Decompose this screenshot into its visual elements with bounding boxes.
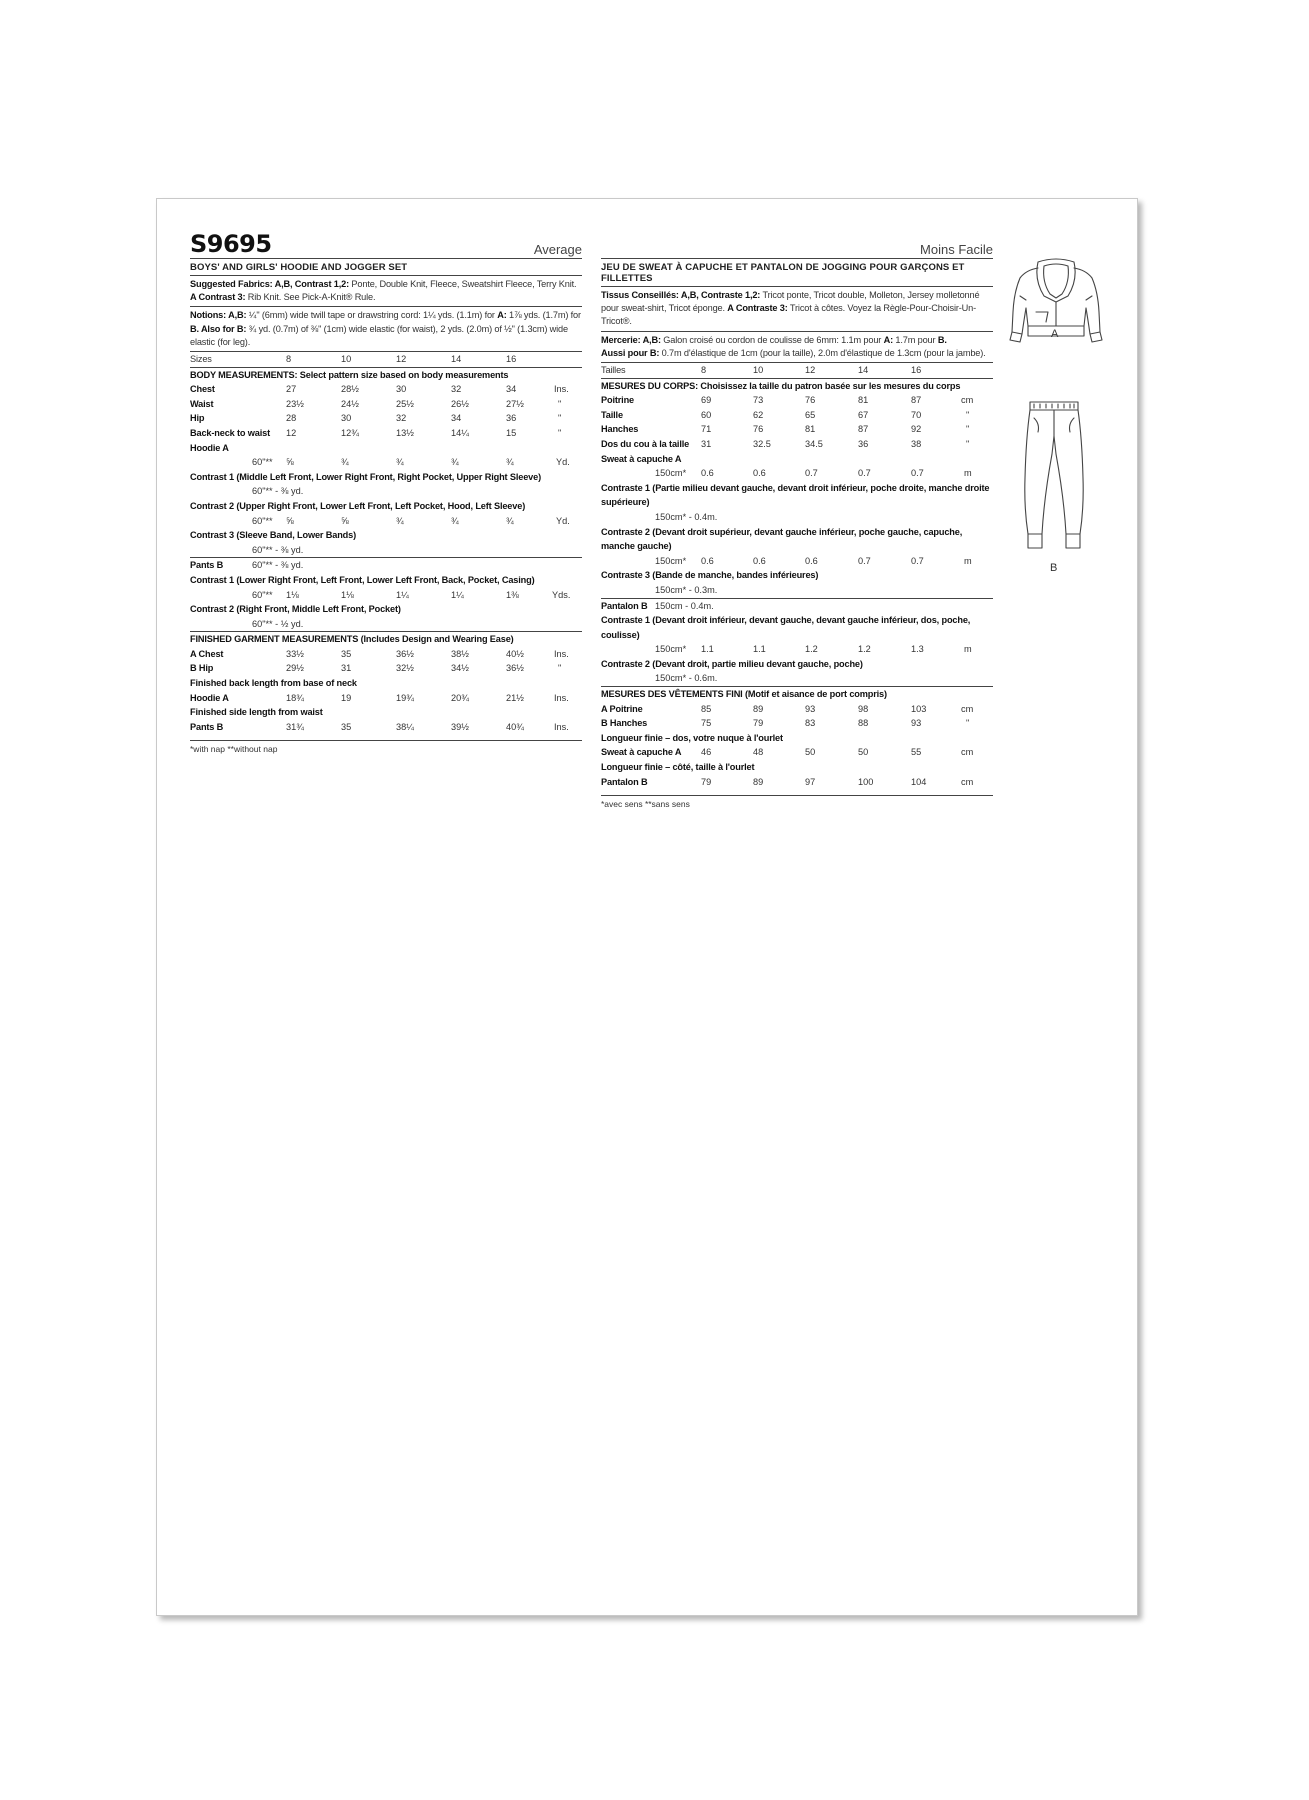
- contrast-label: Contraste 1 (Partie milieu devant gauche, devant droit inférieur, poche droite, manche droite supérieure): [601, 482, 990, 508]
- cell: 1.3: [911, 644, 924, 655]
- cell: 31: [341, 663, 352, 674]
- measurement-row: [190, 426, 582, 441]
- cell: 32: [451, 384, 462, 395]
- cell: 30: [341, 413, 352, 424]
- cell: 32: [396, 413, 407, 424]
- size-10: 10: [753, 365, 764, 376]
- hoodie-yardage-heading-fr: Sweat à capuche A: [601, 453, 682, 464]
- unit: Ins.: [554, 721, 569, 732]
- cell: 28½: [341, 384, 359, 395]
- cell: 87: [911, 395, 922, 406]
- cell: 20¾: [451, 692, 469, 703]
- cell: 98: [858, 703, 869, 714]
- unit: cm: [961, 776, 974, 787]
- suggested-fabrics-fr: [601, 287, 993, 332]
- notions-text-2: 1⅞ yds. (1.7m) for: [506, 310, 581, 321]
- finished-row: [190, 647, 582, 662]
- measurement-row: [190, 382, 582, 397]
- measurement-row: [601, 408, 993, 423]
- finished-row: [601, 775, 993, 790]
- body-measurements-heading-fr: MESURES DU CORPS: Choisissez la taille du patron basée sur les mesures du corps: [601, 380, 961, 391]
- notions-a: A:: [883, 334, 893, 345]
- pants-contrast1-heading: Contrast 1 (Lower Right Front, Left Front, Lower Left Front, Back, Pocket, Casing): [190, 574, 535, 585]
- notions-label: Notions: A,B:: [190, 310, 247, 321]
- cell: ¾: [341, 457, 349, 468]
- cell: 34: [506, 384, 517, 395]
- cell: 15: [506, 427, 517, 438]
- cell: 30: [396, 384, 407, 395]
- unit: ": [966, 718, 970, 729]
- unit: Ins.: [554, 384, 569, 395]
- cell: 67: [858, 409, 869, 420]
- side-length-heading-fr: Longueur finie – côté, taille à l'ourlet: [601, 762, 755, 773]
- fabrics-label: Tissus Conseillés: A,B, Contraste 1,2:: [601, 290, 761, 300]
- size-10: 10: [341, 354, 352, 365]
- cell: 0.6: [805, 555, 818, 566]
- notions-label: Mercerie: A,B:: [601, 334, 661, 345]
- cell: 12¾: [341, 427, 359, 438]
- cell: 1⅜: [506, 589, 519, 600]
- cell: 25½: [396, 398, 414, 409]
- yardage-row: [601, 583, 993, 599]
- cell: 55: [911, 747, 922, 758]
- fabric-yardage: 60"** - ⅜ yd.: [252, 560, 304, 571]
- size-16: 16: [911, 365, 922, 376]
- row-label: Pantalon B: [601, 600, 648, 611]
- cell: 75: [701, 718, 712, 729]
- cell: ¾: [451, 457, 459, 468]
- cell: 50: [858, 747, 869, 758]
- notions: [190, 307, 582, 352]
- measurement-row: [601, 437, 993, 452]
- finished-measurements-heading: FINISHED GARMENT MEASUREMENTS (Includes Design and Wearing Ease): [190, 634, 514, 645]
- cell: 97: [805, 776, 816, 787]
- cell: 18¾: [286, 692, 304, 703]
- cell: 103: [911, 703, 927, 714]
- cell: 62: [753, 409, 764, 420]
- fabric-width: 150cm*: [655, 555, 687, 566]
- measurement-row: [601, 422, 993, 437]
- cell: 0.6: [753, 468, 766, 479]
- yardage-row: [190, 514, 582, 529]
- finished-row: [601, 702, 993, 717]
- unit: ": [966, 424, 970, 435]
- cell: 71: [701, 424, 712, 435]
- cell: 92: [911, 424, 922, 435]
- fabric-width: 150cm*: [655, 644, 687, 655]
- notions-text-2: 1.7m pour: [893, 334, 938, 345]
- row-label: Pantalon B: [601, 776, 648, 787]
- pants-contrast1-heading-fr: [601, 613, 993, 642]
- yardage-row: [601, 510, 993, 525]
- cell: 31¾: [286, 721, 304, 732]
- fabric-width: 60"**: [252, 515, 273, 526]
- cell: 21½: [506, 692, 524, 703]
- pattern-title: BOYS' AND GIRLS' HOODIE AND JOGGER SET: [190, 259, 582, 276]
- sizes-label: Sizes: [190, 354, 212, 365]
- unit: Ins.: [554, 648, 569, 659]
- english-column: [190, 230, 582, 755]
- cell: 23½: [286, 398, 304, 409]
- cell: 81: [805, 424, 816, 435]
- yardage-row: [190, 543, 582, 559]
- unit: m: [964, 555, 972, 566]
- cell: ¾: [506, 457, 514, 468]
- cell: 35: [341, 648, 352, 659]
- cell: 48: [753, 747, 764, 758]
- cell: 0.7: [858, 555, 871, 566]
- cell: ¾: [396, 515, 404, 526]
- fabric-yardage: 60"** - ⅜ yd.: [252, 486, 304, 497]
- cell: 0.7: [911, 555, 924, 566]
- hoodie-contrast2-heading-fr: [601, 525, 993, 554]
- notions-a: A:: [497, 310, 507, 321]
- fabrics-text: Tricot ponte, Tricot double, Molleton, Jersey molletonné pour sweat-shirt, Tricot éponge.: [601, 290, 980, 314]
- also-label: Aussi pour B:: [601, 347, 660, 358]
- unit: cm: [961, 747, 974, 758]
- finished-row: [190, 720, 582, 735]
- pants-yardage-row: [190, 558, 582, 573]
- cell: 0.6: [753, 555, 766, 566]
- measurement-row: [601, 393, 993, 408]
- cell: 0.7: [911, 468, 924, 479]
- cell: 24½: [341, 398, 359, 409]
- cell: 100: [858, 776, 874, 787]
- size-8: 8: [286, 354, 292, 365]
- notions-b: B.: [937, 334, 947, 345]
- cell: 1.2: [858, 644, 871, 655]
- row-label: A Chest: [190, 648, 224, 659]
- cell: 36½: [396, 648, 414, 659]
- back-length-heading: Finished back length from base of neck: [190, 678, 357, 689]
- yardage-row: [190, 617, 582, 633]
- view-a-label: A: [1051, 328, 1059, 340]
- cell: 65: [805, 409, 816, 420]
- notions-fr: [601, 332, 993, 363]
- cell: 1.2: [805, 644, 818, 655]
- row-label: A Poitrine: [601, 703, 643, 714]
- finished-row: [601, 716, 993, 731]
- cell: 69: [701, 395, 712, 406]
- row-label: Hoodie A: [190, 692, 229, 703]
- unit: Yds.: [552, 589, 571, 600]
- unit: m: [964, 468, 972, 479]
- hoodie-contrast2-heading: Contrast 2 (Upper Right Front, Lower Left Front, Left Pocket, Hood, Left Sleeve): [190, 500, 526, 511]
- cell: 1.1: [753, 644, 766, 655]
- cell: 89: [753, 703, 764, 714]
- finished-row: [190, 691, 582, 706]
- size-12: 12: [805, 365, 816, 376]
- cell: 1¼: [451, 589, 464, 600]
- finished-row: [601, 745, 993, 760]
- finished-row: [190, 661, 582, 676]
- notions-text: ¼" (6mm) wide twill tape or drawstring cord: 1¼ yds. (1.1m) for: [246, 310, 498, 321]
- cell: 32.5: [753, 438, 771, 449]
- row-label: Pants B: [190, 721, 224, 732]
- size-8: 8: [701, 365, 707, 376]
- fabric-yardage: 150cm* - 0.4m.: [655, 511, 718, 522]
- cell: 0.7: [858, 468, 871, 479]
- english-header: [190, 230, 582, 259]
- yardage-row: [601, 466, 993, 481]
- unit: m: [964, 644, 972, 655]
- notions-text: Galon croisé ou cordon de coulisse de 6mm: 1.1m pour: [660, 334, 884, 345]
- contrast3-label: A Contraste 3:: [727, 303, 788, 314]
- row-label: Waist: [190, 398, 214, 409]
- cell: 27: [286, 384, 297, 395]
- cell: 19¾: [396, 692, 414, 703]
- cell: 88: [858, 718, 869, 729]
- cell: 35: [341, 721, 352, 732]
- difficulty-level: Average: [533, 242, 582, 257]
- contrast3-text: Tricot à côtes. Voyez la Règle-Pour-Choisir-Un-Tricot®.: [601, 303, 977, 327]
- measurement-row: [190, 411, 582, 426]
- cell: 29½: [286, 663, 304, 674]
- fabric-width: 150cm*: [655, 468, 687, 479]
- cell: ⅝: [341, 515, 349, 526]
- unit: Yd.: [556, 457, 570, 468]
- row-label: Hanches: [601, 424, 639, 435]
- row-label: Back-neck to waist: [190, 427, 271, 438]
- row-label: Taille: [601, 409, 623, 420]
- row-label: B Hanches: [601, 718, 648, 729]
- size-14: 14: [858, 365, 869, 376]
- cell: 79: [753, 718, 764, 729]
- cell: ⅝: [286, 515, 294, 526]
- cell: 36½: [506, 663, 524, 674]
- cell: 70: [911, 409, 922, 420]
- pattern-code: S9695: [190, 230, 272, 258]
- cell: 19: [341, 692, 352, 703]
- unit: ": [558, 413, 562, 424]
- fabric-width: 60"**: [252, 457, 273, 468]
- fabric-yardage: 150cm - 0.4m.: [655, 600, 714, 611]
- pattern-title-fr: JEU DE SWEAT À CAPUCHE ET PANTALON DE JOGGING POUR GARÇONS ET FILLETTES: [601, 259, 993, 287]
- yardage-row: [190, 588, 582, 603]
- yardage-row: [601, 671, 993, 687]
- cell: 89: [753, 776, 764, 787]
- cell: 0.7: [805, 468, 818, 479]
- hoodie-contrast3-heading-fr: Contraste 3 (Bande de manche, bandes inférieures): [601, 570, 819, 581]
- fabric-width: 60"**: [252, 589, 273, 600]
- cell: 38½: [451, 648, 469, 659]
- measurement-row: [190, 397, 582, 412]
- cell: 40½: [506, 648, 524, 659]
- fabrics-label: Suggested Fabrics: A,B, Contrast 1,2:: [190, 279, 350, 289]
- cell: 40¾: [506, 721, 524, 732]
- cell: 93: [805, 703, 816, 714]
- sizes-row-fr: [601, 363, 993, 379]
- french-column: [601, 236, 993, 809]
- yardage-row: [601, 554, 993, 569]
- cell: 50: [805, 747, 816, 758]
- jogger-pants-illustration: [1020, 398, 1088, 552]
- contrast-label: Contraste 1 (Devant droit inférieur, devant gauche, devant gauche inférieur, dos, poche, coulisse): [601, 615, 971, 640]
- cell: 1¼: [396, 589, 409, 600]
- cell: 31: [701, 438, 712, 449]
- contrast3-text: Rib Knit. See Pick-A-Knit® Rule.: [245, 292, 376, 303]
- cell: 34: [451, 413, 462, 424]
- contrast-label: Contraste 2 (Devant droit supérieur, devant gauche inférieur, poche gauche, capuche, manche gauche): [601, 526, 963, 552]
- cell: 34½: [451, 663, 469, 674]
- cell: 36: [506, 413, 517, 424]
- unit: cm: [961, 703, 974, 714]
- cell: ¾: [506, 515, 514, 526]
- yardage-row: [601, 642, 993, 657]
- unit: ": [558, 663, 562, 674]
- sizes-label: Tailles: [601, 365, 626, 376]
- pants-contrast2-heading: Contrast 2 (Right Front, Middle Left Front, Pocket): [190, 604, 401, 615]
- cell: ¾: [396, 457, 404, 468]
- row-label: Pants B: [190, 560, 224, 571]
- size-12: 12: [396, 354, 407, 365]
- hoodie-yardage-heading: Hoodie A: [190, 442, 229, 453]
- unit: ": [966, 438, 970, 449]
- pants-yardage-row-fr: [601, 599, 993, 614]
- unit: Ins.: [554, 692, 569, 703]
- cell: 0.6: [701, 468, 714, 479]
- cell: 1⅛: [341, 589, 354, 600]
- unit: ": [966, 409, 970, 420]
- difficulty-level-fr: Moins Facile: [920, 242, 993, 257]
- row-label: Poitrine: [601, 395, 635, 406]
- row-label: Sweat à capuche A: [601, 747, 682, 758]
- also-text: 0.7m d'élastique de 1cm (pour la taille), 2.0m d'élastique de 1.3cm (pour la jambe).: [659, 347, 986, 358]
- side-length-heading: Finished side length from waist: [190, 707, 323, 718]
- cell: 27½: [506, 398, 524, 409]
- fabrics-text: Ponte, Double Knit, Fleece, Sweatshirt Fleece, Terry Knit.: [349, 279, 577, 289]
- cell: 0.6: [701, 555, 714, 566]
- cell: 12: [286, 427, 297, 438]
- suggested-fabrics: [190, 276, 582, 307]
- also-label: Also for B:: [198, 323, 247, 334]
- footnote-fr: *avec sens **sans sens: [601, 795, 993, 809]
- cell: 14¼: [451, 427, 469, 438]
- french-header: [601, 236, 993, 259]
- unit: ": [558, 427, 562, 438]
- cell: 81: [858, 395, 869, 406]
- cell: 1.1: [701, 644, 714, 655]
- size-16: 16: [506, 354, 517, 365]
- row-label: Dos du cou à la taille: [601, 438, 690, 449]
- cell: 34.5: [805, 438, 823, 449]
- finished-measurements-heading-fr: MESURES DES VÊTEMENTS FINI (Motif et aisance de port compris): [601, 689, 887, 700]
- notions-b: B.: [190, 323, 199, 334]
- cell: 39½: [451, 721, 469, 732]
- cell: 38: [911, 438, 922, 449]
- cell: 26½: [451, 398, 469, 409]
- cell: 36: [858, 438, 869, 449]
- pants-contrast2-heading-fr: Contraste 2 (Devant droit, partie milieu devant gauche, poche): [601, 658, 863, 669]
- cell: 38¼: [396, 721, 414, 732]
- cell: 83: [805, 718, 816, 729]
- fabric-yardage: 150cm* - 0.3m.: [655, 584, 718, 595]
- fabric-yardage: 60"** - ⅜ yd.: [252, 544, 304, 555]
- fabric-yardage: 60"** - ½ yd.: [252, 618, 304, 629]
- yardage-row: [190, 455, 582, 470]
- cell: 33½: [286, 648, 304, 659]
- cell: 73: [753, 395, 764, 406]
- row-label: Chest: [190, 384, 215, 395]
- yardage-row: [190, 484, 582, 499]
- cell: 13½: [396, 427, 414, 438]
- cell: 87: [858, 424, 869, 435]
- footnote: *with nap **without nap: [190, 740, 582, 754]
- cell: 85: [701, 703, 712, 714]
- cell: 32½: [396, 663, 414, 674]
- body-measurements-heading: BODY MEASUREMENTS: Select pattern size based on body measurements: [190, 369, 509, 380]
- contrast3-label: A Contrast 3:: [190, 292, 246, 303]
- sizes-row: [190, 352, 582, 368]
- back-length-heading-fr: Longueur finie – dos, votre nuque à l'ourlet: [601, 732, 783, 743]
- cell: 60: [701, 409, 712, 420]
- cell: 46: [701, 747, 712, 758]
- cell: 76: [753, 424, 764, 435]
- cell: 28: [286, 413, 297, 424]
- size-14: 14: [451, 354, 462, 365]
- cell: 93: [911, 718, 922, 729]
- row-label: B Hip: [190, 663, 214, 674]
- cell: 104: [911, 776, 927, 787]
- fabric-yardage: 150cm* - 0.6m.: [655, 673, 718, 684]
- unit: ": [558, 398, 562, 409]
- view-b-label: B: [1050, 562, 1058, 574]
- row-label: Hip: [190, 413, 205, 424]
- cell: 1⅛: [286, 589, 299, 600]
- cell: ¾: [451, 515, 459, 526]
- hoodie-contrast3-heading: Contrast 3 (Sleeve Band, Lower Bands): [190, 530, 356, 541]
- cell: ⅝: [286, 457, 294, 468]
- hoodie-contrast1-heading: Contrast 1 (Middle Left Front, Lower Right Front, Right Pocket, Upper Right Sleeve): [190, 471, 541, 482]
- cell: 76: [805, 395, 816, 406]
- unit: Yd.: [556, 515, 570, 526]
- cell: 79: [701, 776, 712, 787]
- unit: cm: [961, 395, 974, 406]
- also-text: ¾ yd. (0.7m) of ⅜" (1cm) wide elastic (for waist), 2 yds. (2.0m) of ½" (1.3cm) wide elastic (for leg).: [190, 323, 568, 347]
- hoodie-contrast1-heading-fr: [601, 481, 993, 510]
